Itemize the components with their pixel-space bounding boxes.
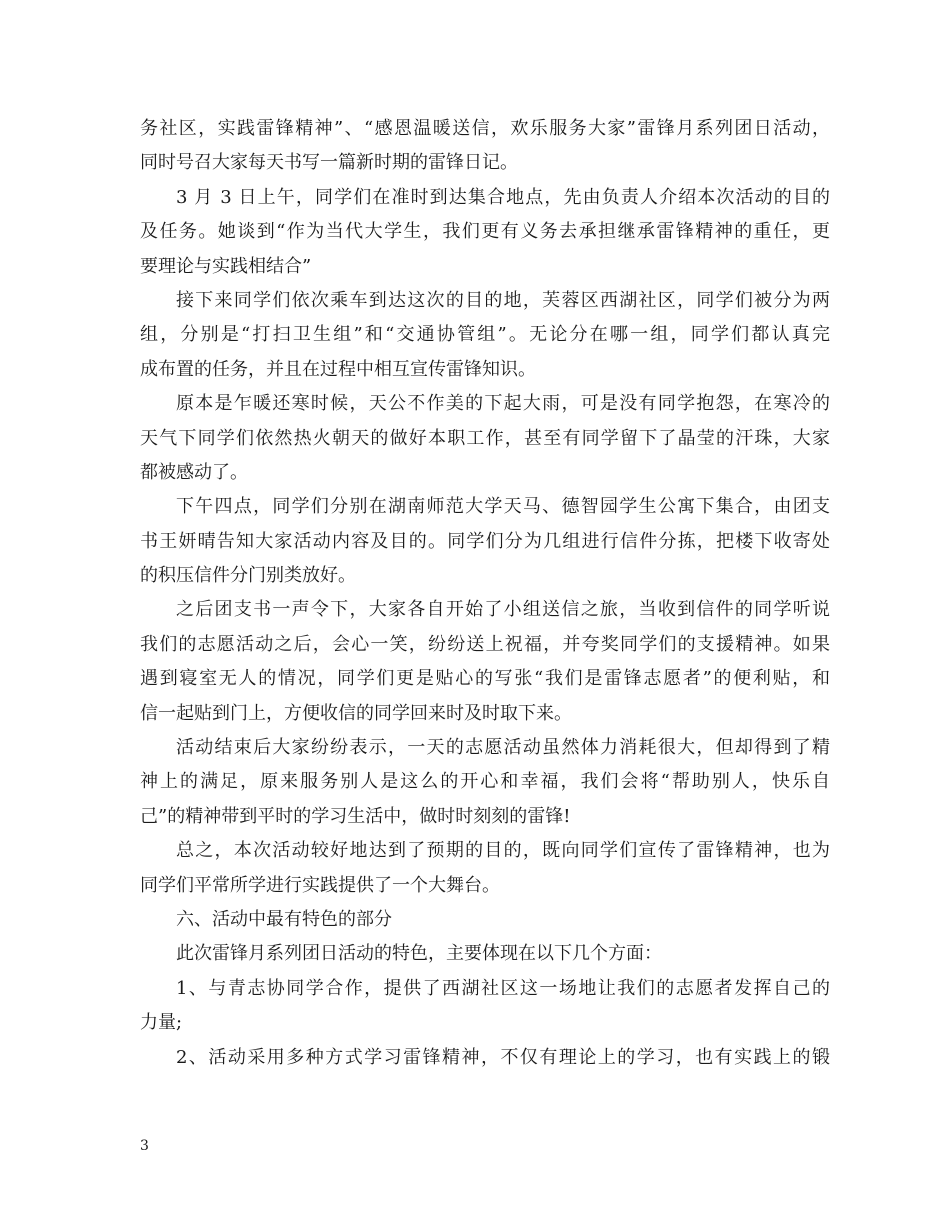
text-line: 及任务。她谈到“作为当代大学生，我们更有义务去承担继承雷锋精神的重任，更 [140,221,830,243]
page-number: 3 [140,1138,149,1154]
paragraph [140,1041,830,1075]
text-line: 成布置的任务，并且在过程中相互宣传雷锋知识。 [140,358,536,380]
text-line: 之后团支书一声令下，大家各自开始了小组送信之旅，当收到信件的同学听说 [176,599,830,621]
paragraph [140,593,830,731]
text-line: 书王妍晴告知大家活动内容及目的。同学们分为几组进行信件分拣，把楼下收寄处 [140,530,830,552]
text-line: 下午四点，同学们分别在湖南师范大学天马、德智园学生公寓下集合，由团支 [176,496,830,518]
text-line: 3 月 3 日上午，同学们在准时到达集合地点，先由负责人介绍本次活动的目的 [176,186,830,208]
text-line: 务社区，实践雷锋精神”、“感恩温暖送信，欢乐服务大家”雷锋月系列团日活动， [140,118,830,139]
text-line: 总之，本次活动较好地达到了预期的目的，既向同学们宣传了雷锋精神，也为 [176,840,830,862]
text-line: 要理论与实践相结合” [140,255,312,277]
paragraph [140,937,830,971]
paragraph [140,834,830,903]
paragraph [140,284,830,387]
paragraph [140,731,830,834]
text-line: 组，分别是“打扫卫生组”和“交通协管组”。无论分在哪一组，同学们都认真完 [140,324,830,346]
document-body [140,112,830,1075]
text-line: 遇到寝室无人的情况，同学们更是贴心的写张“我们是雷锋志愿者”的便利贴，和 [140,668,830,690]
text-line: 接下来同学们依次乘车到达这次的目的地，芙蓉区西湖社区，同学们被分为两 [176,289,830,311]
text-line: 力量; [140,1012,183,1034]
text-line: 活动结束后大家纷纷表示，一天的志愿活动虽然体力消耗很大，但却得到了精 [176,737,830,759]
paragraph [140,972,830,1041]
text-line: 神上的满足，原来服务别人是这么的开心和幸福，我们会将“帮助别人，快乐自 [140,771,830,793]
text-line: 我们的志愿活动之后，会心一笑，纷纷送上祝福，并夸奖同学们的支援精神。如果 [140,633,830,655]
paragraph [140,181,830,284]
paragraph [140,112,830,181]
text-line: 的积压信件分门别类放好。 [140,565,356,587]
text-line: 同时号召大家每天书写一篇新时期的雷锋日记。 [140,152,518,174]
text-line: 六、活动中最有特色的部分 [176,908,392,930]
text-line: 此次雷锋月系列团日活动的特色，主要体现在以下几个方面： [176,943,662,965]
text-line: 2、活动采用多种方式学习雷锋精神，不仅有理论上的学习，也有实践上的锻 [176,1046,830,1068]
text-line: 同学们平常所学进行实践提供了一个大舞台。 [140,874,500,896]
text-line: 都被感动了。 [140,461,248,483]
text-line: 1、与青志协同学合作，提供了西湖社区这一场地让我们的志愿者发挥自己的 [176,977,830,999]
text-line: 信一起贴到门上，方便收信的同学回来时及时取下来。 [140,702,572,724]
paragraph [140,387,830,490]
paragraph [140,490,830,593]
text-line: 原本是乍暖还寒时候，天公不作美的下起大雨，可是没有同学抱怨，在寒冷的 [176,393,830,415]
text-line: 天气下同学们依然热火朝天的做好本职工作，甚至有同学留下了晶莹的汗珠，大家 [140,427,830,449]
paragraph [140,903,830,937]
text-line: 己”的精神带到平时的学习生活中，做时时刻刻的雷锋! [140,805,571,827]
